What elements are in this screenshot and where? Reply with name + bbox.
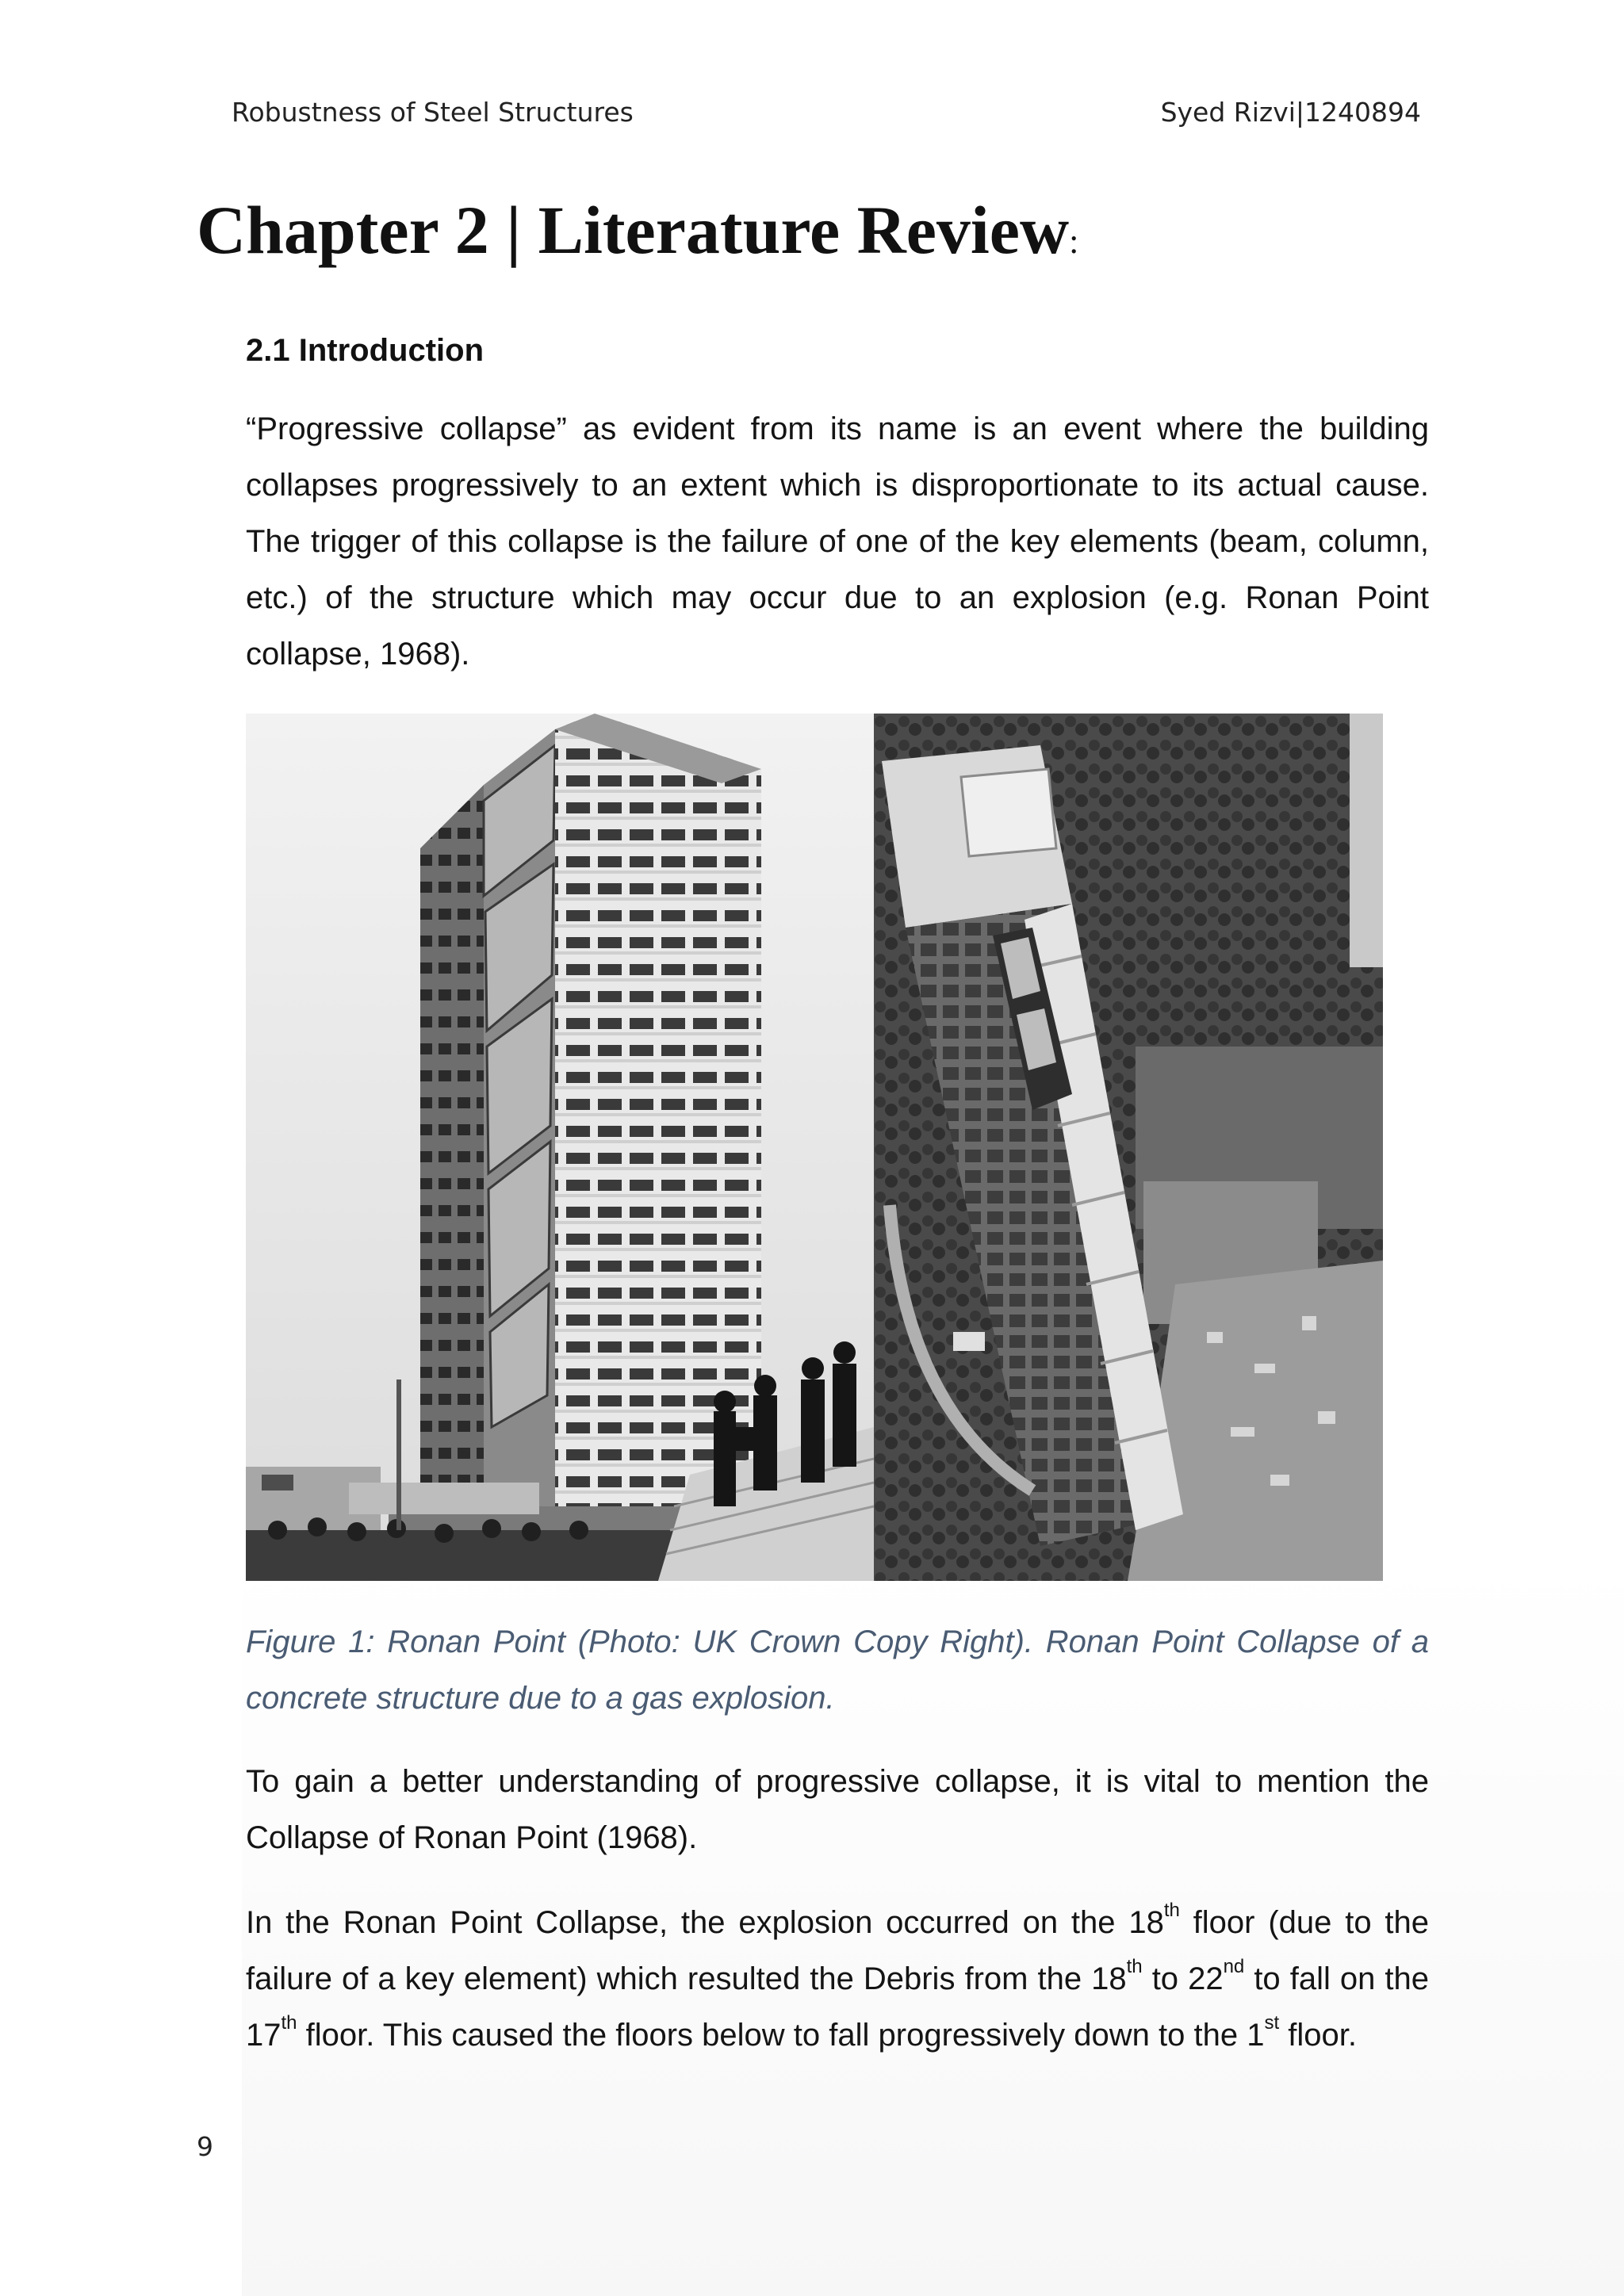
para3-sup-3: nd	[1223, 1956, 1245, 1977]
paragraph-understanding: To gain a better understanding of progressive collapse, it is vital to mention the Collapse of Ronan Point (1968).	[246, 1764, 1429, 1855]
figure-caption: Figure 1: Ronan Point (Photo: UK Crown Copy Right). Ronan Point Collapse of a concrete structure due to a gas explosion.	[246, 1624, 1429, 1716]
section-heading: 2.1 Introduction	[246, 333, 484, 368]
header-document-title: Robustness of Steel Structures	[232, 97, 634, 128]
para3-sup-4: th	[281, 2012, 297, 2034]
para3-sup-2: th	[1126, 1956, 1143, 1977]
aerial-collapse-photo	[874, 714, 1383, 1581]
para3-text-2: floor (due to the failure of a key element) which resulted the Debris from the 18	[246, 1905, 1429, 1996]
para3-text-3: to 22	[1142, 1961, 1224, 1996]
tower-block-collapse-photo	[246, 714, 874, 1581]
page-header	[232, 97, 1421, 136]
para3-text-4: to fall on the 17	[246, 1961, 1430, 2053]
figure-ronan-point	[246, 714, 1383, 1581]
chapter-title	[197, 190, 1078, 270]
para3-sup-1: th	[1163, 1900, 1180, 1921]
paragraph-intro: “Progressive collapse” as evident from its name is an event where the building collapses progressively to an extent which is disproportionate to its actual cause. The trigger of this collapse is the failure of one of the key elements (beam, column, etc.) of the structure which may occur due to an explosion (e.g. Ronan Point collapse, 1968).	[246, 411, 1429, 672]
chapter-title-colon: :	[1069, 222, 1079, 261]
para3-text-5: floor. This caused the floors below to fall progressively down to the 1	[297, 2018, 1265, 2053]
paragraph-ronan-point-collapse	[246, 1895, 1429, 2064]
page-number: 9	[197, 2131, 213, 2162]
para3-text-6: floor.	[1279, 2018, 1357, 2053]
header-author-id: Syed Rizvi|1240894	[1160, 97, 1421, 128]
para3-text-1: In the Ronan Point Collapse, the explosion occurred on the 18	[246, 1905, 1164, 1940]
para3-sup-5: st	[1264, 2012, 1280, 2034]
chapter-title-text: Chapter 2 | Literature Review	[197, 192, 1070, 268]
